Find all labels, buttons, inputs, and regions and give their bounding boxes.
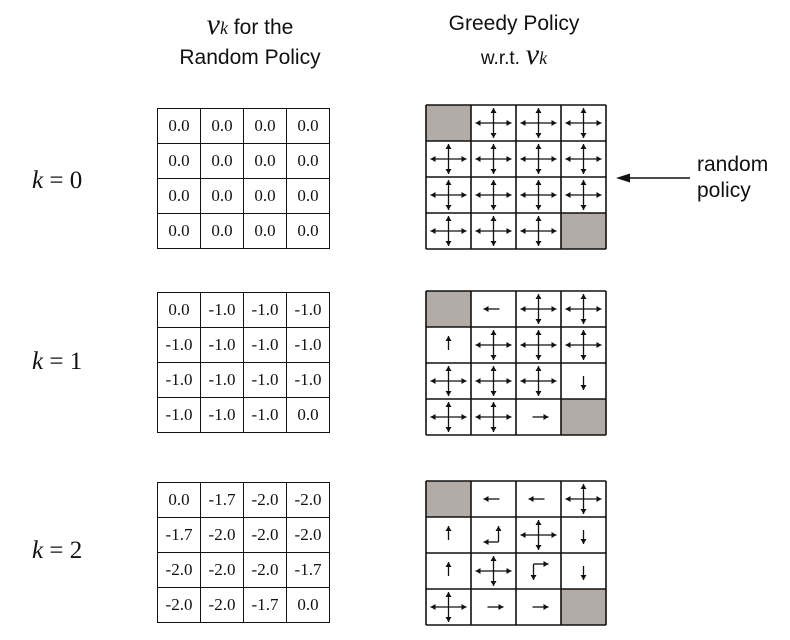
policy-cell-up-arrow [426,517,471,553]
policy-column-header [414,12,614,72]
policy-cell-left-up-arrow [471,517,516,553]
value-cell: 0.0 [287,214,330,249]
value-cell: 0.0 [201,214,244,249]
value-row [158,588,330,623]
value-cell: 0.0 [158,179,201,214]
policy-cell-four-way-arrow [471,327,516,363]
policy-cell-four-way-arrow [471,177,516,213]
value-cell: -1.0 [287,328,330,363]
value-row [158,328,330,363]
value-cell: -1.0 [201,328,244,363]
policy-cell-four-way-arrow [471,399,516,435]
value-row [158,179,330,214]
value-cell: -2.0 [244,553,287,588]
value-row [158,144,330,179]
k2-label [32,537,82,565]
policy-value-symbol: v [525,38,540,71]
value-cell: -1.0 [201,398,244,433]
value-grid-k0 [157,108,330,249]
policy-cell-right-arrow [516,399,561,435]
policy-cell-down-arrow [561,517,606,553]
policy-cell-four-way-arrow [471,141,516,177]
value-row [158,293,330,328]
k0-eq: = 0 [43,167,83,194]
k1-var: k [32,348,44,375]
policy-cell-left-arrow [471,481,516,517]
value-header-line1 [150,8,350,42]
terminal-state [426,105,471,141]
value-cell: -1.0 [244,328,287,363]
value-cell: -2.0 [244,518,287,553]
value-cell: -1.7 [158,518,201,553]
policy-cell-four-way-arrow [426,177,471,213]
policy-grid-k0 [425,104,607,252]
value-cell: 0.0 [287,109,330,144]
policy-header-line2 [414,38,614,72]
value-row [158,483,330,518]
random-policy-annotation [697,152,768,204]
value-row [158,518,330,553]
value-cell: -1.7 [201,483,244,518]
policy-cell-four-way-arrow [426,399,471,435]
value-cell: -1.0 [244,363,287,398]
value-cell: 0.0 [244,179,287,214]
policy-cell-four-way-arrow [426,213,471,249]
policy-cell [426,291,471,327]
policy-cell-four-way-arrow [471,363,516,399]
policy-header-line1: Greedy Policy [448,12,580,35]
value-cell: 0.0 [244,214,287,249]
policy-cell-four-way-arrow [426,589,471,625]
policy-grid-k1 [425,290,607,438]
policy-cell-four-way-arrow [471,105,516,141]
cell-bg [471,517,516,553]
policy-cell-down-arrow [561,553,606,589]
value-cell: -1.0 [287,363,330,398]
value-cell: 0.0 [158,144,201,179]
policy-header-wrt: w.r.t. [480,48,520,69]
value-cell: -2.0 [201,553,244,588]
terminal-state [561,589,606,625]
value-symbol: v [206,8,220,41]
value-column-header [150,8,350,70]
value-cell: 0.0 [287,179,330,214]
policy-cell-down-arrow [561,363,606,399]
policy-cell-four-way-arrow [471,553,516,589]
value-cell: 0.0 [158,214,201,249]
value-cell: 0.0 [201,144,244,179]
value-cell: -1.7 [287,553,330,588]
value-cell: -2.0 [244,483,287,518]
policy-cell-four-way-arrow [561,105,606,141]
terminal-state [561,213,606,249]
value-cell: -1.0 [244,398,287,433]
value-cell: 0.0 [244,144,287,179]
policy-cell-four-way-arrow [561,177,606,213]
policy-cell-four-way-arrow [516,105,561,141]
value-row [158,214,330,249]
value-row [158,398,330,433]
policy-cell-four-way-arrow [516,291,561,327]
terminal-state [426,481,471,517]
value-grid-k2 [157,482,330,623]
value-row [158,363,330,398]
value-cell: -1.0 [158,398,201,433]
policy-cell-four-way-arrow [516,213,561,249]
policy-cell-four-way-arrow [516,177,561,213]
policy-cell-four-way-arrow [516,517,561,553]
policy-cell-up-arrow [426,553,471,589]
annotation-arrow-icon [614,168,694,188]
policy-grid-k2 [425,480,607,628]
policy-cell-four-way-arrow [516,327,561,363]
policy-cell-right-down-arrow [516,553,561,589]
value-cell: -1.0 [244,293,287,328]
policy-cell-left-arrow [471,291,516,327]
value-cell: -2.0 [201,588,244,623]
policy-cell-up-arrow [426,327,471,363]
value-row [158,553,330,588]
value-cell: 0.0 [287,398,330,433]
value-cell: -1.7 [244,588,287,623]
k2-eq: = 2 [43,537,83,564]
policy-cell [561,399,606,435]
value-cell: -2.0 [287,518,330,553]
policy-cell [561,213,606,249]
value-cell: -2.0 [287,483,330,518]
value-cell: 0.0 [158,293,201,328]
policy-cell-left-arrow [516,481,561,517]
policy-cell-right-arrow [471,589,516,625]
policy-cell-four-way-arrow [426,141,471,177]
value-cell: -1.0 [287,293,330,328]
policy-cell-right-arrow [516,589,561,625]
policy-cell-four-way-arrow [561,291,606,327]
value-cell: 0.0 [158,483,201,518]
value-cell: -1.0 [201,363,244,398]
policy-cell-four-way-arrow [561,481,606,517]
k1-label [32,348,82,376]
policy-cell [426,105,471,141]
value-header-line2: Random Policy [179,46,321,69]
value-cell: 0.0 [158,109,201,144]
value-cell: -2.0 [158,588,201,623]
k1-eq: = 1 [43,348,83,375]
k0-var: k [32,167,44,194]
policy-cell [426,481,471,517]
policy-cell-four-way-arrow [516,141,561,177]
value-cell: -1.0 [201,293,244,328]
policy-cell-four-way-arrow [561,141,606,177]
value-row [158,109,330,144]
value-subscript: k [219,18,228,38]
annotation-line2: policy [697,179,751,202]
value-header-text: for the [227,16,294,39]
policy-value-subscript: k [539,48,548,68]
policy-cell-four-way-arrow [471,213,516,249]
value-cell: -2.0 [201,518,244,553]
k0-label [32,167,82,195]
value-cell: -2.0 [158,553,201,588]
value-cell: -1.0 [158,328,201,363]
terminal-state [426,291,471,327]
policy-cell-four-way-arrow [516,363,561,399]
policy-cell-four-way-arrow [426,363,471,399]
cell-bg [516,553,561,589]
value-cell: 0.0 [244,109,287,144]
value-cell: -1.0 [158,363,201,398]
policy-cell [561,589,606,625]
policy-cell-four-way-arrow [561,327,606,363]
value-cell: 0.0 [201,109,244,144]
annotation-line1: random [697,153,769,176]
k2-var: k [32,537,44,564]
value-cell: 0.0 [287,588,330,623]
value-grid-k1 [157,292,330,433]
value-cell: 0.0 [201,179,244,214]
terminal-state [561,399,606,435]
value-cell: 0.0 [287,144,330,179]
